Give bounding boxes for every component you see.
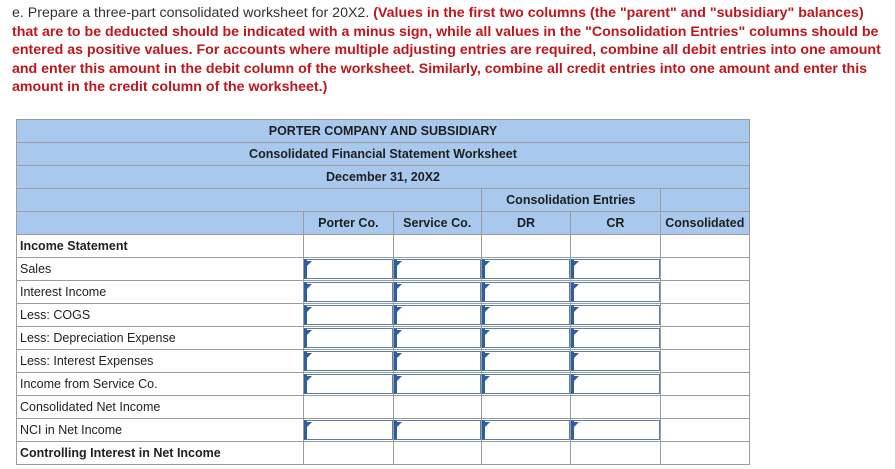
empty-cell [304,396,393,419]
porter-income-from-service-input-cell [304,373,393,396]
empty-cell [571,235,660,258]
header-blank [17,189,482,212]
cr-sales-input[interactable] [571,259,659,279]
table-row-income-from-service [17,373,750,396]
porter-cogs-input[interactable] [304,305,392,325]
porter-interest-expenses-input-cell [304,350,393,373]
cr-interest-income-input[interactable] [571,282,659,302]
service-interest-income-input[interactable] [394,282,481,302]
porter-interest-income-input[interactable] [304,282,392,302]
row-label: Controlling Interest in Net Income [17,442,304,465]
porter-interest-income-input-cell [304,281,393,304]
row-label: Less: COGS [17,304,304,327]
question-instructions [12,4,882,97]
empty-cell [660,442,749,465]
cr-depreciation-input-cell [571,327,660,350]
porter-depreciation-input[interactable] [304,328,392,348]
dr-income-from-service-input-cell [481,373,570,396]
dr-depreciation-input[interactable] [482,328,570,348]
row-label: NCI in Net Income [17,419,304,442]
cr-interest-income-input-cell [571,281,660,304]
empty-cell [660,396,749,419]
column-header-porter: Porter Co. [304,212,393,235]
empty-cell [393,235,481,258]
consolidated-worksheet-table [16,119,750,465]
porter-cogs-input-cell [304,304,393,327]
empty-cell [481,396,570,419]
service-interest-income-input-cell [393,281,481,304]
worksheet-title-date: December 31, 20X2 [17,166,750,189]
empty-cell [571,396,660,419]
service-cogs-input-cell [393,304,481,327]
service-interest-expenses-input-cell [393,350,481,373]
porter-depreciation-input-cell [304,327,393,350]
column-header-cr: CR [571,212,660,235]
worksheet-title-statement: Consolidated Financial Statement Worksheet [17,143,750,166]
service-nci-input[interactable] [394,420,481,440]
empty-cell [304,235,393,258]
cr-cogs-input[interactable] [571,305,659,325]
table-row-interest-income [17,281,750,304]
dr-sales-input-cell [481,258,570,281]
row-label: Income from Service Co. [17,373,304,396]
dr-cogs-input-cell [481,304,570,327]
service-income-from-service-input[interactable] [394,374,481,394]
porter-interest-expenses-input[interactable] [304,351,392,371]
header-label-blank [17,212,304,235]
service-nci-input-cell [393,419,481,442]
consolidation-entries-header: Consolidation Entries [481,189,660,212]
dr-nci-input[interactable] [482,420,570,440]
dr-interest-income-input-cell [481,281,570,304]
cr-income-from-service-input-cell [571,373,660,396]
worksheet-column-header-row [17,212,750,235]
porter-income-from-service-input[interactable] [304,374,392,394]
table-row-cogs [17,304,750,327]
section-row-income-statement [17,235,750,258]
table-row-interest-expenses [17,350,750,373]
worksheet-title-company: PORTER COMPANY AND SUBSIDIARY [17,120,750,143]
service-depreciation-input[interactable] [394,328,481,348]
service-sales-input[interactable] [394,259,481,279]
question-lead: e. Prepare a three-part consolidated worksheet for 20X2. [12,5,374,21]
dr-income-from-service-input[interactable] [482,374,570,394]
cr-nci-input-cell [571,419,660,442]
dr-sales-input[interactable] [482,259,570,279]
service-cogs-input[interactable] [394,305,481,325]
question-note: (Values in the first two columns (the "parent" and "subsidiary" balances) that are to be deducted should be indicated with a minus sign, while all values in the "Consolidation Entries" columns should be entered as positive values. For accounts where multiple adjusting entries are required, combine all debit entries into one amount and enter this amount in the debit column of the worksheet. Similarly, combine all credit entries into one amount and enter this amount in the credit column of the worksheet.) [12,5,881,96]
consolidated-cogs-cell [660,304,749,327]
porter-sales-input-cell [304,258,393,281]
cr-nci-input[interactable] [571,420,659,440]
worksheet-title-row-1 [17,120,750,143]
dr-interest-expenses-input[interactable] [482,351,570,371]
table-row-depreciation [17,327,750,350]
header-blank-right [660,189,749,212]
empty-cell [304,442,393,465]
empty-cell [393,442,481,465]
porter-sales-input[interactable] [304,259,392,279]
service-sales-input-cell [393,258,481,281]
dr-cogs-input[interactable] [482,305,570,325]
empty-cell [393,396,481,419]
worksheet-title-row-3 [17,166,750,189]
porter-nci-input-cell [304,419,393,442]
cr-income-from-service-input[interactable] [571,374,659,394]
cr-interest-expenses-input-cell [571,350,660,373]
row-label: Consolidated Net Income [17,396,304,419]
column-header-consolidated: Consolidated [660,212,749,235]
dr-nci-input-cell [481,419,570,442]
service-depreciation-input-cell [393,327,481,350]
consolidated-depreciation-cell [660,327,749,350]
row-label: Less: Interest Expenses [17,350,304,373]
consolidated-income-from-service-cell [660,373,749,396]
worksheet-title-row-2 [17,143,750,166]
worksheet-group-header-row [17,189,750,212]
empty-cell [571,442,660,465]
empty-cell [481,235,570,258]
consolidated-sales-cell [660,258,749,281]
dr-interest-expenses-input-cell [481,350,570,373]
row-label: Less: Depreciation Expense [17,327,304,350]
porter-nci-input[interactable] [304,420,392,440]
service-income-from-service-input-cell [393,373,481,396]
cr-sales-input-cell [571,258,660,281]
cr-cogs-input-cell [571,304,660,327]
column-header-service: Service Co. [393,212,481,235]
section-label-income-statement: Income Statement [17,235,304,258]
cr-depreciation-input[interactable] [571,328,659,348]
table-row-consolidated-net-income [17,396,750,419]
service-interest-expenses-input[interactable] [394,351,481,371]
row-label: Sales [17,258,304,281]
table-row-nci-net-income [17,419,750,442]
table-row-sales [17,258,750,281]
column-header-dr: DR [481,212,570,235]
empty-cell [660,235,749,258]
dr-interest-income-input[interactable] [482,282,570,302]
cr-interest-expenses-input[interactable] [571,351,659,371]
consolidated-interest-expenses-cell [660,350,749,373]
row-label: Interest Income [17,281,304,304]
table-row-controlling-interest [17,442,750,465]
consolidated-nci-cell [660,419,749,442]
consolidated-interest-income-cell [660,281,749,304]
empty-cell [481,442,570,465]
dr-depreciation-input-cell [481,327,570,350]
